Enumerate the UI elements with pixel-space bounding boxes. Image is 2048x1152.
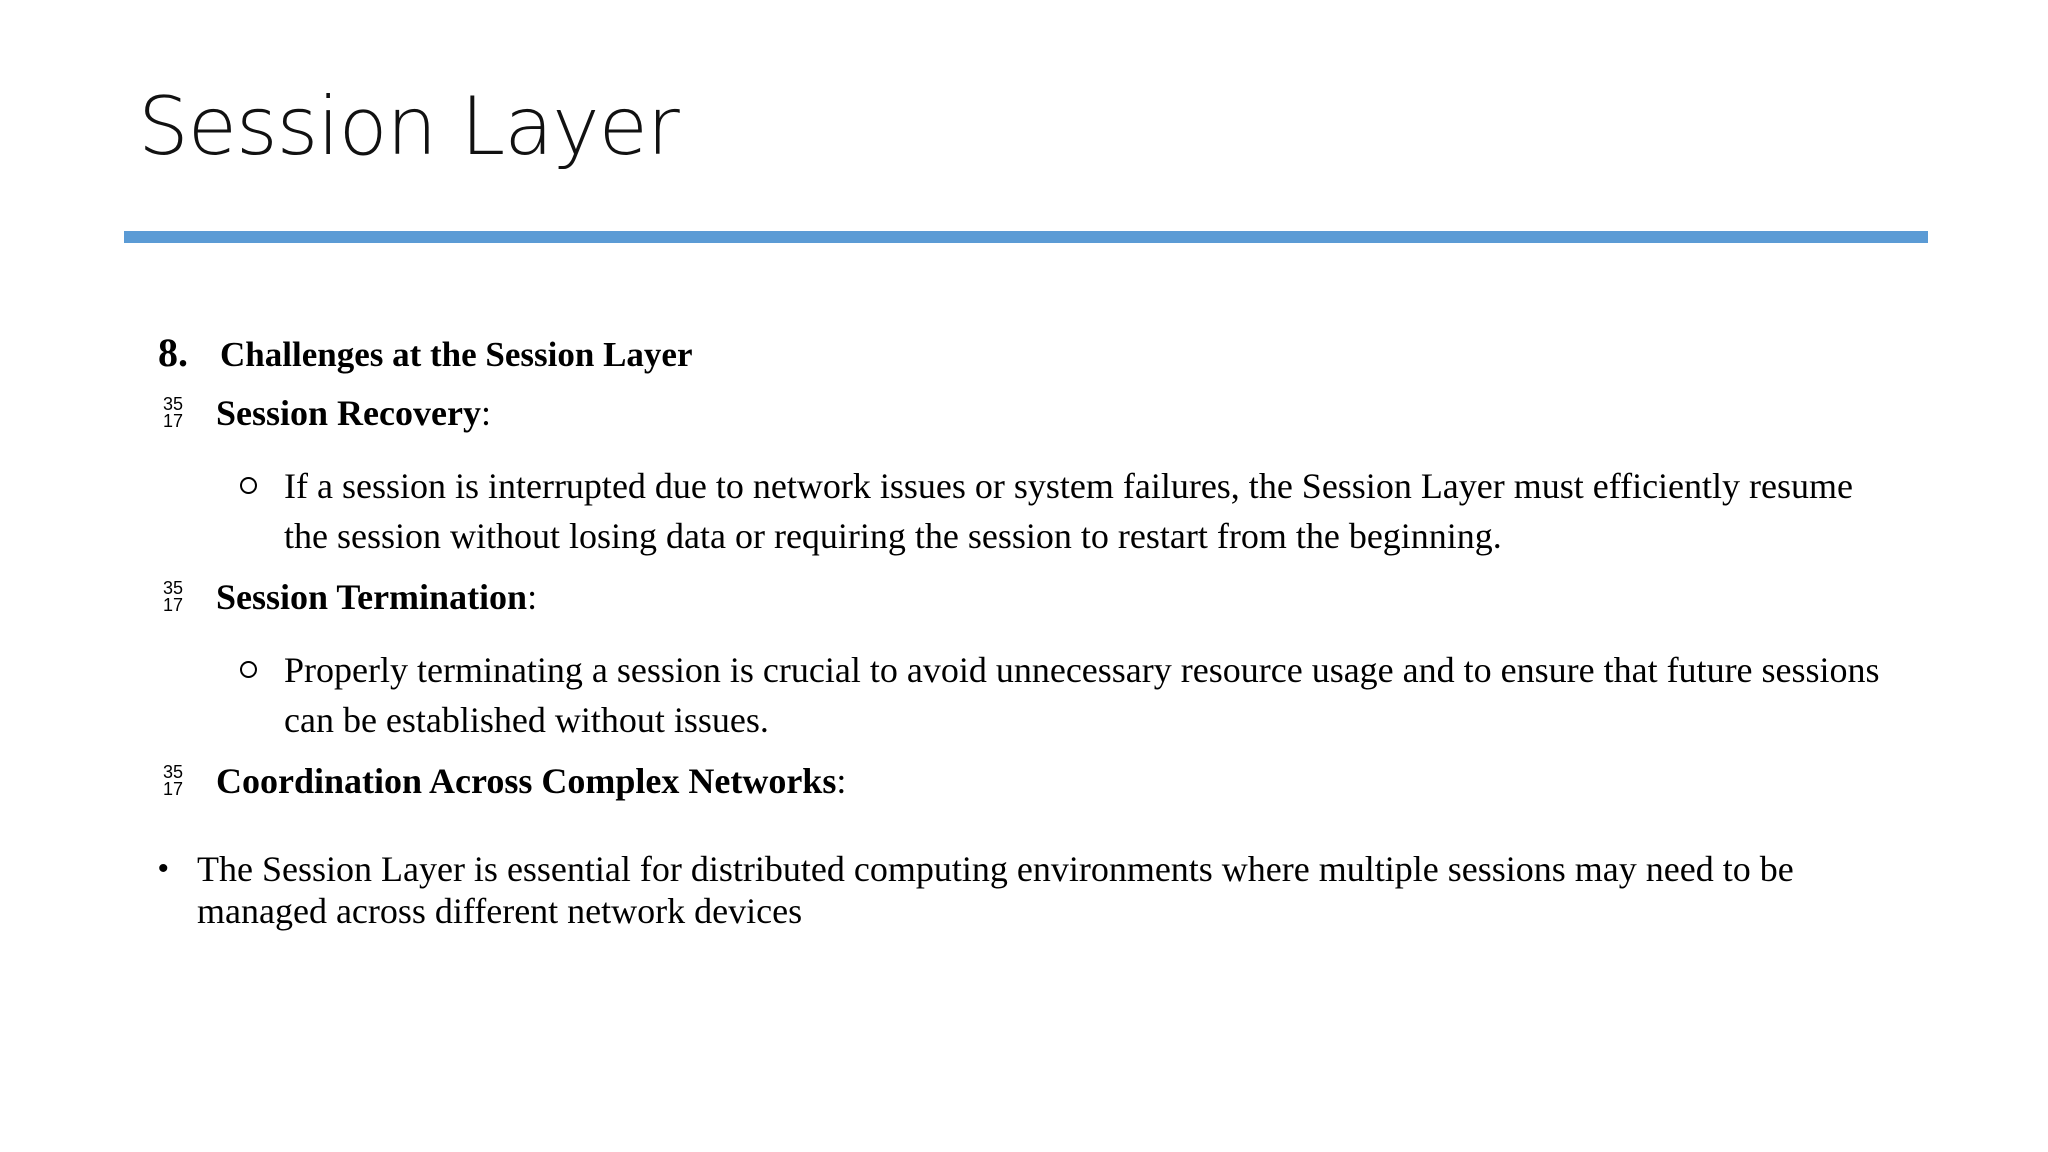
list-marker-glyph: 35 17 (162, 394, 184, 431)
section-number: 8. (158, 330, 188, 375)
list-marker-glyph: 35 17 (162, 762, 184, 799)
list-item-text: Session Recovery: (216, 393, 491, 433)
summary-bullet-text: The Session Layer is essential for distributed computing environments where multiple sessions may need to be managed across different network devices (197, 849, 1794, 931)
summary-bullet (158, 848, 1898, 932)
section-heading (158, 329, 693, 376)
list-marker-glyph: 35 17 (162, 578, 184, 615)
list-item-session-recovery (158, 392, 491, 434)
bullet-dot-icon: • (158, 852, 169, 885)
sub-item-session-recovery (240, 461, 1880, 561)
sub-item-text: If a session is interrupted due to network issues or system failures, the Session Layer must efficiently resume the session without losing data or requiring the session to restart from the beginning. (284, 466, 1853, 556)
list-item-text: Session Termination: (216, 577, 538, 617)
list-item-session-termination (158, 576, 537, 618)
sub-item-session-termination (240, 645, 1880, 745)
list-item-label: Session Recovery (216, 393, 481, 433)
list-item-coordination (158, 760, 846, 802)
list-item-label: Coordination Across Complex Networks (216, 761, 837, 801)
list-item-label: Session Termination (216, 577, 528, 617)
title-divider (124, 231, 1928, 243)
list-item-text: Coordination Across Complex Networks: (216, 761, 847, 801)
sub-item-text: Properly terminating a session is crucial to avoid unnecessary resource usage and to ensure that future sessions can be established without issues. (284, 650, 1880, 740)
section-heading-text: Challenges at the Session Layer (220, 335, 693, 374)
hollow-circle-bullet-icon (240, 661, 257, 678)
slide-title: Session Layer (138, 80, 679, 173)
hollow-circle-bullet-icon (240, 477, 257, 494)
